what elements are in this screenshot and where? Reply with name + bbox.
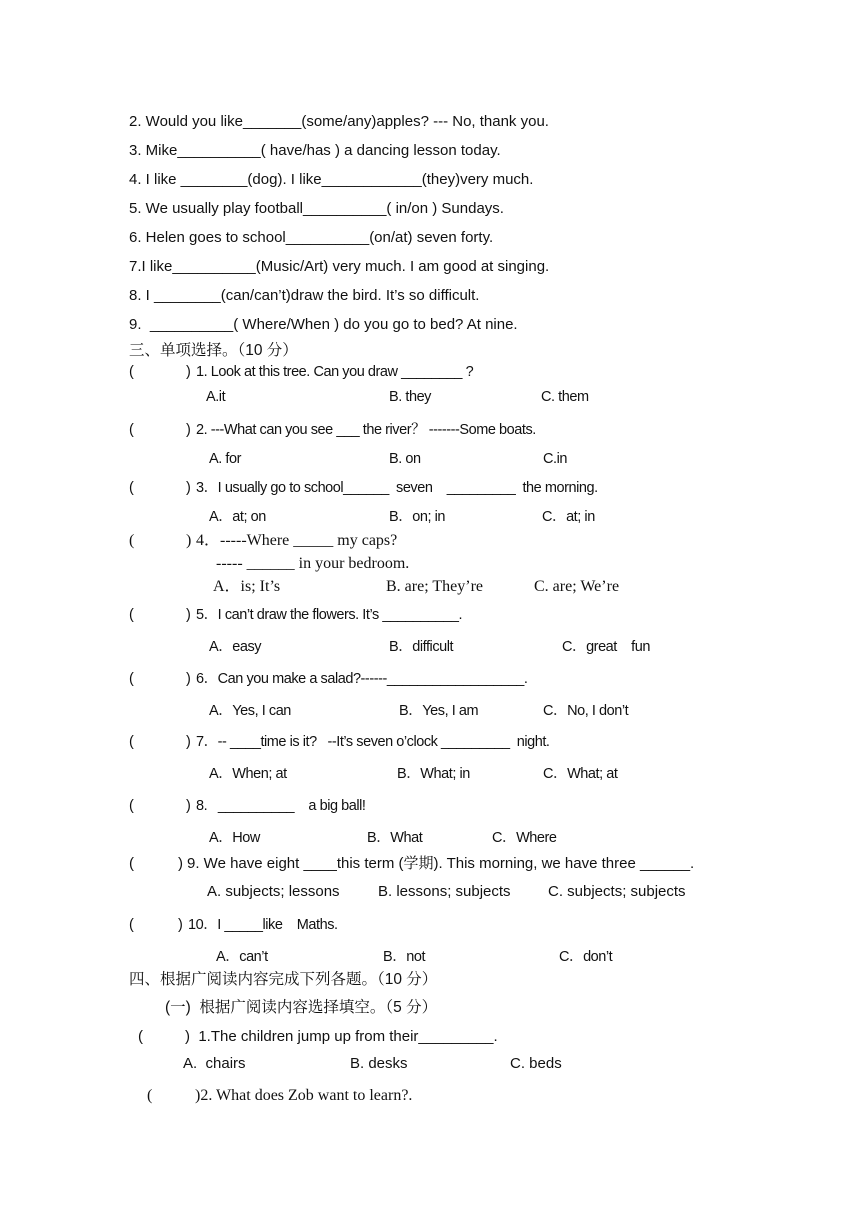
reading-q1-option-c: C. beds — [510, 1055, 562, 1072]
q6-option-c: C．No, I don’t — [543, 703, 629, 719]
q7-option-a: A．When; at — [209, 766, 287, 782]
fill-item-5: 5. We usually play football__________( in/on ) Sundays. — [129, 200, 504, 217]
q4-paren: ( — [129, 532, 135, 549]
q3-option-c: C．at; in — [542, 509, 595, 525]
q5-option-b: B．difficult — [389, 639, 454, 655]
q4-stem: 4．-----Where _____ my caps? — [196, 532, 398, 549]
q7-stem: 7．-- ____time is it? --It’s seven o’clock _________ night. — [196, 734, 550, 750]
q9-option-b: B. lessons; subjects — [378, 883, 511, 900]
fill-item-2: 2. Would you like_______(some/any)apples? --- No, thank you. — [129, 113, 549, 130]
fill-item-7: 7.I like__________(Music/Art) very much. I am good at singing. — [129, 258, 550, 275]
q5-stem: 5．I can’t draw the flowers. It’s __________. — [196, 607, 463, 623]
q10-paren: ( — [129, 917, 134, 933]
reading-q2-stem: )2. What does Zob want to learn?. — [195, 1087, 413, 1104]
reading-q2-paren: ( — [147, 1087, 153, 1104]
fill-item-8: 8. I ________(can/can’t)draw the bird. It’s so difficult. — [129, 287, 480, 304]
fill-item-9: 9. __________( Where/When ) do you go to bed? At nine. — [129, 316, 518, 333]
q5-paren-close: ) — [186, 607, 191, 623]
q2-option-a: A. for — [209, 451, 241, 467]
q2-stem: 2. ---What can you see ___ the river？ -------Some boats. — [196, 422, 536, 438]
q4-option-b: B. are; They’re — [386, 578, 483, 595]
q1-option-b: B. they — [389, 389, 431, 405]
reading-q1-option-b: B. desks — [350, 1055, 408, 1072]
q6-option-a: A．Yes, I can — [209, 703, 291, 719]
q6-paren-close: ) — [186, 671, 191, 687]
section-four-title: 四、根据广阅读内容完成下列各题。（10 分） — [129, 971, 438, 988]
q8-paren: ( — [129, 798, 134, 814]
q1-paren-close: ) — [186, 364, 191, 380]
q3-paren: ( — [129, 480, 134, 496]
q2-paren: ( — [129, 422, 134, 438]
q7-option-c: C．What; at — [543, 766, 618, 782]
reading-q1-stem: ) 1.The children jump up from their_________. — [185, 1028, 498, 1045]
q10-stem: 10．I _____like Maths. — [188, 917, 338, 933]
q3-option-a: A．at; on — [209, 509, 266, 525]
q1-stem: 1. Look at this tree. Can you draw ________ ? — [196, 364, 474, 380]
q7-option-b: B．What; in — [397, 766, 470, 782]
q8-option-c: C．Where — [492, 830, 557, 846]
q8-option-b: B．What — [367, 830, 423, 846]
q5-paren: ( — [129, 607, 134, 623]
reading-q1-paren: ( — [138, 1028, 143, 1045]
q1-option-a: A.it — [206, 389, 226, 405]
q10-option-b: B．not — [383, 949, 426, 965]
q1-option-c: C. them — [541, 389, 589, 405]
q8-paren-close: ) — [186, 798, 191, 814]
q9-stem: 9. We have eight ____this term (学期). This morning, we have three ______. — [187, 855, 695, 872]
q5-option-c: C．great fun — [562, 639, 650, 655]
q9-option-c: C. subjects; subjects — [548, 883, 686, 900]
fill-item-4: 4. I like ________(dog). I like____________(they)very much. — [129, 171, 534, 188]
q4-stem-reply: ----- ______ in your bedroom. — [216, 555, 410, 572]
q8-option-a: A．How — [209, 830, 260, 846]
q10-paren-close: ) — [178, 917, 183, 933]
q10-option-c: C．don’t — [559, 949, 613, 965]
q7-paren: ( — [129, 734, 134, 750]
q3-option-b: B．on; in — [389, 509, 446, 525]
q6-paren: ( — [129, 671, 134, 687]
q4-option-a: A．is; It’s — [213, 578, 281, 595]
q7-paren-close: ) — [186, 734, 191, 750]
section-four-subtitle: (一) 根据广阅读内容选择填空。（5 分） — [165, 999, 438, 1016]
q4-option-c: C. are; We’re — [534, 578, 620, 595]
fill-item-6: 6. Helen goes to school__________(on/at) seven forty. — [129, 229, 494, 246]
q4-paren-close: ) — [186, 532, 192, 549]
q3-paren-close: ) — [186, 480, 191, 496]
q2-option-b: B. on — [389, 451, 421, 467]
section-three-title: 三、单项选择。（10 分） — [129, 342, 298, 359]
q2-paren-close: ) — [186, 422, 191, 438]
q8-stem: 8. __________ a big ball! — [196, 798, 366, 814]
q6-stem: 6．Can you make a salad?------__________________. — [196, 671, 528, 687]
q1-paren: ( — [129, 364, 134, 380]
q9-paren-close: ) — [178, 855, 183, 872]
q10-option-a: A．can’t — [216, 949, 268, 965]
q2-option-c: C.in — [543, 451, 567, 467]
q5-option-a: A．easy — [209, 639, 262, 655]
q9-option-a: A. subjects; lessons — [207, 883, 340, 900]
reading-q1-option-a: A. chairs — [183, 1055, 246, 1072]
q6-option-b: B．Yes, I am — [399, 703, 479, 719]
q9-paren: ( — [129, 855, 134, 872]
q3-stem: 3．I usually go to school______ seven _________ the morning. — [196, 480, 598, 496]
fill-item-3: 3. Mike__________( have/has ) a dancing lesson today. — [129, 142, 501, 159]
